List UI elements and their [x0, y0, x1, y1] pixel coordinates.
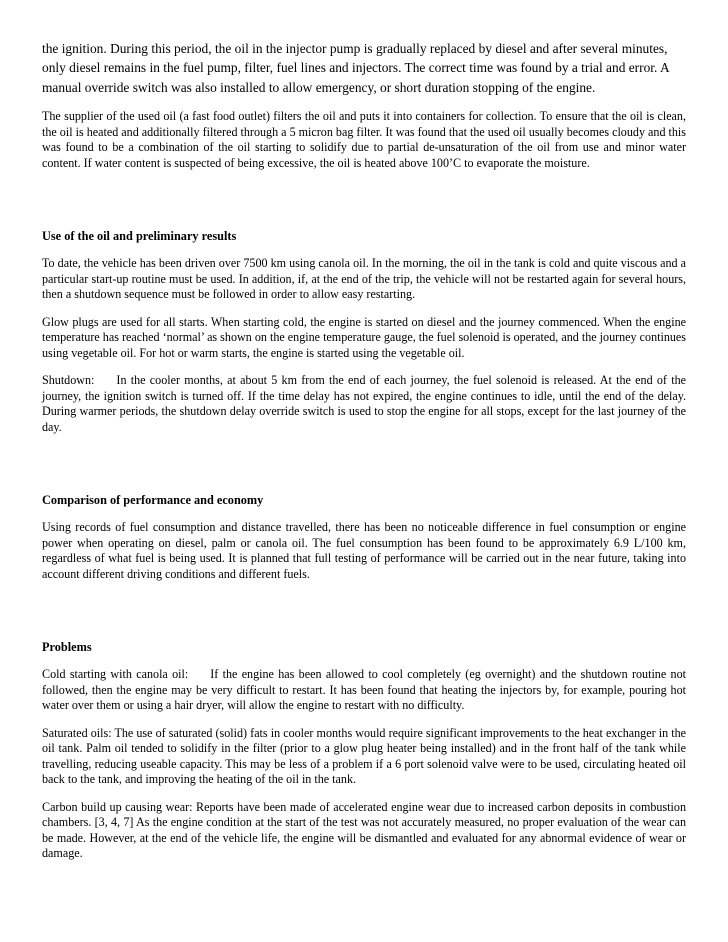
paragraph-distance-driven: To date, the vehicle has been driven over 7500 km using canola oil. In the morning, the oil in the tank is cold and quite viscous and a particular start-up routine must be used. In addition, if, at the end of the trip, the vehicle will not be restarted again for several hours, then a shutdown sequence must be followed in order to allow easy restarting. — [42, 256, 686, 302]
paragraph-cold-starting — [42, 667, 686, 714]
cold-starting-text: If the engine has been allowed to cool completely (eg overnight) and the shutdown routine not followed, then the engine may be very difficult to restart. It has been found that heating the injectors by, for example, pouring hot water over them or using a hair dryer, will allow the engine to restart with no difficulty. — [42, 667, 686, 713]
paragraph-shutdown — [42, 373, 686, 435]
document-page — [42, 39, 686, 874]
paragraph-fuel-consumption: Using records of fuel consumption and distance travelled, there has been no noticeable difference in fuel consumption or engine power when operating on diesel, palm or canola oil. The fuel consumption has been found to be approximately 6.9 L/100 km, regardless of what fuel is being used. It is planned that full testing of performance will be carried out in the near future, taking into account different driving conditions and different fuels. — [42, 520, 686, 581]
paragraph-glow-plugs: Glow plugs are used for all starts. When starting cold, the engine is started on diesel and the journey commenced. When the engine temperature has reached ‘normal’ as shown on the engine temperature gauge, the fuel solenoid is operated, and the journey continues using vegetable oil. For hot or warm starts, the engine is started using the vegetable oil. — [42, 314, 686, 360]
spacer — [42, 594, 686, 639]
section-heading-problems: Problems — [42, 640, 92, 655]
spacer — [42, 183, 686, 228]
paragraph-used-oil-supplier: The supplier of the used oil (a fast food outlet) filters the oil and puts it into containers for collection. To ensure that the oil is clean, the oil is heated and additionally filtered through a 5 micron bag filter. It was found that the used oil usually becomes cloudy and this was found to be a combination of the oil starting to solidify due to partial de-unsaturation of the oil from use and minor water content. If water content is suspected of being excessive, the oil is heated above 100’C to evaporate the moisture. — [42, 109, 686, 170]
shutdown-text: In the cooler months, at about 5 km from the end of each journey, the fuel solenoid is released. At the end of the journey, the ignition switch is turned off. If the time delay has not expired, the engine continues to idle, until the end of the delay. During warmer periods, the shutdown delay override switch is used to stop the engine for all stops, except for the last journey of the day. — [42, 373, 686, 434]
paragraph-ignition: the ignition. During this period, the oil in the injector pump is gradually replaced by diesel and after several minutes, only diesel remains in the fuel pump, filter, fuel lines and injectors. The correct time was found by a trial and error. A manual override switch was also installed to allow emergency, or short duration stopping of the engine. — [42, 41, 669, 95]
section-heading-comparison: Comparison of performance and economy — [42, 493, 264, 508]
shutdown-label: Shutdown: — [42, 373, 95, 388]
section-heading-use-of-oil: Use of the oil and preliminary results — [42, 229, 237, 244]
paragraph-carbon-build-up: Carbon build up causing wear: Reports have been made of accelerated engine wear due to increased carbon deposits in combustion chambers. [3, 4, 7] As the engine condition at the start of the test was not accurately measured, no proper evaluation of the wear can be made. However, at the end of the vehicle life, the engine will be dismantled and evaluated for any abnormal evidence of wear or damage. — [42, 799, 686, 861]
paragraph-saturated-oils: Saturated oils: The use of saturated (solid) fats in cooler months would require significant improvements to the heat exchanger in the oil tank. Palm oil tended to solidify in the filter (prior to a glow plug heater being installed) and in the front half of the tank while travelling, reducing useable capacity. This may be less of a problem if a 6 port solenoid valve were to be used, circulating heated oil back to the tank, and improving the heating of the oil in the tank. — [42, 725, 686, 787]
spacer — [42, 447, 686, 492]
cold-starting-label: Cold starting with canola oil: — [42, 667, 189, 682]
